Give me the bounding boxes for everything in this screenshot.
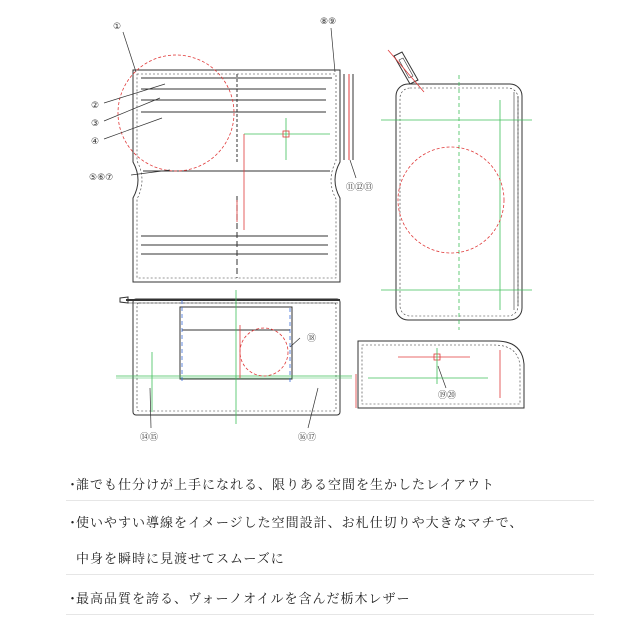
- callout-5-6-7: ⑤⑥⑦: [89, 173, 114, 183]
- bullet-marker: ・: [66, 592, 81, 607]
- feature-item-1: [66, 464, 586, 500]
- feature-item-3: [66, 578, 586, 614]
- bullet-marker: ・: [66, 516, 81, 531]
- callout-14-15: ⑭⑮: [140, 433, 159, 443]
- callout-leaders: [104, 28, 446, 428]
- closed-wallet-guides: [381, 50, 532, 330]
- feature-text: 誰でも仕分けが上手になれる、限りある空間を生かしたレイアウト: [76, 478, 495, 493]
- callout-16-17: ⑯⑰: [298, 433, 317, 443]
- callout-2: ②: [91, 101, 100, 111]
- open-wallet-view: [133, 70, 353, 282]
- callout-4: ④: [91, 137, 100, 147]
- divider: [66, 500, 594, 501]
- zip-pouch-guides: [116, 290, 356, 424]
- divider: [66, 574, 594, 575]
- feature-text: 最高品質を誇る、ヴォーノオイルを含んだ栃木レザー: [76, 592, 411, 607]
- divider: [66, 614, 594, 615]
- callout-1: ①: [113, 22, 122, 32]
- open-wallet-guides: [118, 55, 330, 230]
- feature-text: 中身を瞬時に見渡せてスムーズに: [76, 552, 285, 567]
- zip-pouch-view: [120, 297, 340, 415]
- feature-item-2-continued: [66, 538, 586, 574]
- callout-18: ⑱: [307, 334, 317, 344]
- callout-11-12-13: ⑪⑫⑬: [346, 183, 374, 193]
- callout-8-9: ⑧⑨: [320, 17, 337, 27]
- feature-item-2: [66, 502, 586, 538]
- closed-wallet-view: [394, 52, 522, 320]
- callout-3: ③: [91, 119, 100, 129]
- bullet-marker: ・: [66, 478, 81, 493]
- side-section-guides: [368, 348, 500, 398]
- feature-text: 使いやすい導線をイメージした空間設計、お札仕切りや大きなマチで、: [76, 516, 524, 531]
- callout-19-20: ⑲⑳: [438, 391, 457, 401]
